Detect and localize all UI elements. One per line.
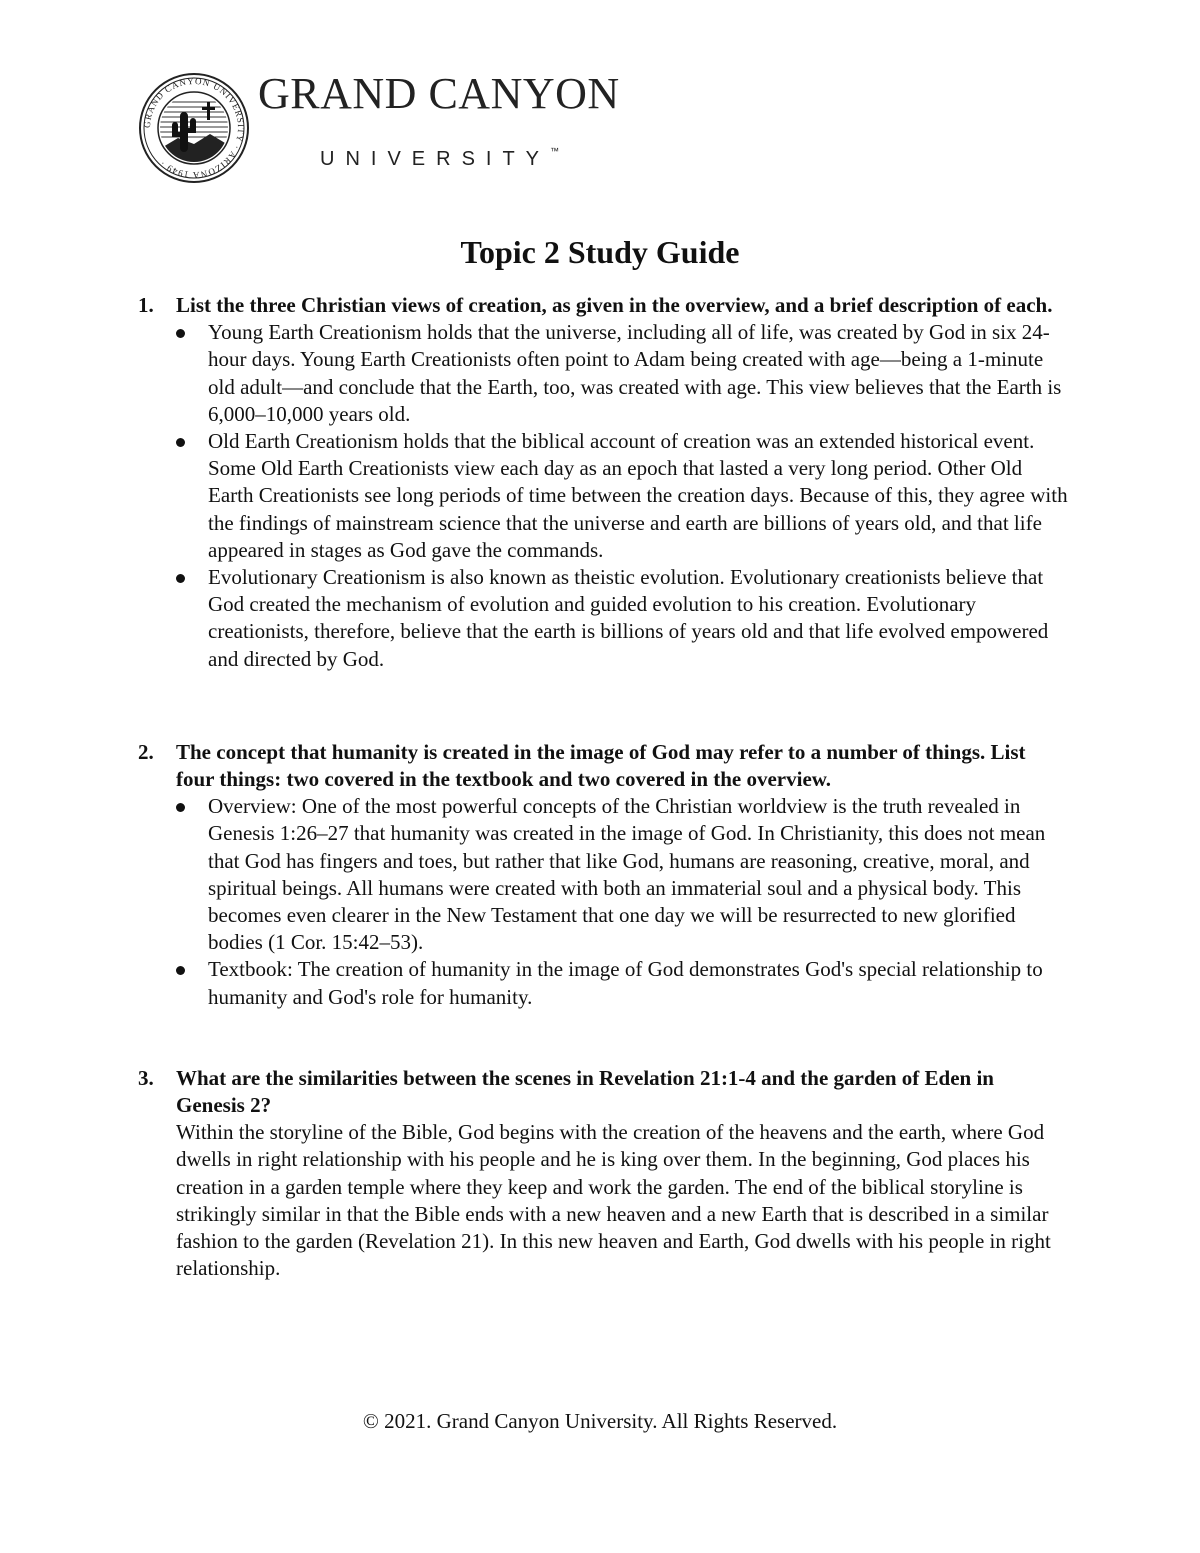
copyright-footer: © 2021. Grand Canyon University. All Rights Reserved. xyxy=(362,1409,838,1433)
list-item: Textbook: The creation of humanity in the image of God demonstrates God's special relationship to humanity and God's role for humanity. xyxy=(138,956,1068,1010)
question-2 xyxy=(138,739,1068,793)
question-text: What are the similarities between the scenes in Revelation 21:1-4 and the garden of Eden in Genesis 2? xyxy=(176,1065,994,1118)
list-item: Old Earth Creationism holds that the biblical account of creation was an extended historical event. Some Old Earth Creationists view each day as an epoch that lasted a very long period. Other Old Earth Creationists see long periods of time between the creation days. Because of this, they agree with the findings of mainstream science that the universe and earth are billions of years old, and that life appeared in stages as God gave the commands. xyxy=(138,428,1068,564)
bullet-icon xyxy=(176,574,185,583)
university-logo xyxy=(138,69,620,184)
trademark: ™ xyxy=(550,146,560,156)
university-seal-icon xyxy=(138,72,250,184)
question-3 xyxy=(138,1065,1068,1119)
list-item: Evolutionary Creationism is also known as theistic evolution. Evolutionary creationists believe that God created the mechanism of evolution and guided evolution to his creation. Evolutionary creationists, therefore, believe that the earth is billions of years old and that life evolved empowered and directed by God. xyxy=(138,564,1068,673)
question-number: 3. xyxy=(138,1065,154,1090)
question-number: 2. xyxy=(138,739,154,764)
answer-list xyxy=(138,319,1068,673)
document-body xyxy=(138,292,1068,1283)
question-number: 1. xyxy=(138,293,154,317)
page-title: Topic 2 Study Guide xyxy=(460,234,740,270)
wordmark-sub: UNIVERSITY™ xyxy=(320,146,560,170)
bullet-icon xyxy=(176,803,185,812)
bullet-icon xyxy=(176,329,185,338)
bullet-icon xyxy=(176,438,185,447)
question-text: List the three Christian views of creation, as given in the overview, and a brief description of each. xyxy=(176,293,1053,317)
answer-paragraph: Within the storyline of the Bible, God begins with the creation of the heavens and the earth, where God dwells in right relationship with his people and he is king over them. In the beginning, God places his creation in a garden temple where they keep and work the garden. The end of the biblical storyline is strikingly similar in that the Bible ends with a new heaven and a new Earth that is described in a similar fashion to the garden (Revelation 21). In this new heaven and Earth, God dwells with his people in right relationship. xyxy=(176,1120,1051,1281)
question-1 xyxy=(138,292,1068,319)
question-text: The concept that humanity is created in the image of God may refer to a number of things. List four things: two covered in the textbook and two covered in the overview. xyxy=(176,739,1026,792)
seal-text: GRAND CANYON UNIVERSITY · ARIZONA 1949 · xyxy=(141,75,247,181)
list-item: Overview: One of the most powerful concepts of the Christian worldview is the truth revealed in Genesis 1:26–27 that humanity was created in the image of God. In Christianity, this does not mean that God has fingers and toes, but rather that like God, humans are reasoning, creative, moral, and spiritual beings. All humans were created with both an immaterial soul and a physical body. This becomes even clearer in the New Testament that one day we will be resurrected to new glorified bodies (1 Cor. 15:42–53). xyxy=(138,793,1068,956)
list-item: Young Earth Creationism holds that the universe, including all of life, was created by God in six 24-hour days. Young Earth Creationists often point to Adam being created with age—being a 1-minute old adult—and conclude that the Earth, too, was created with age. This view believes that the Earth is 6,000–10,000 years old. xyxy=(138,319,1068,428)
wordmark-main: GRAND CANYON xyxy=(258,69,620,118)
answer-list xyxy=(138,793,1068,1011)
bullet-icon xyxy=(176,966,185,975)
